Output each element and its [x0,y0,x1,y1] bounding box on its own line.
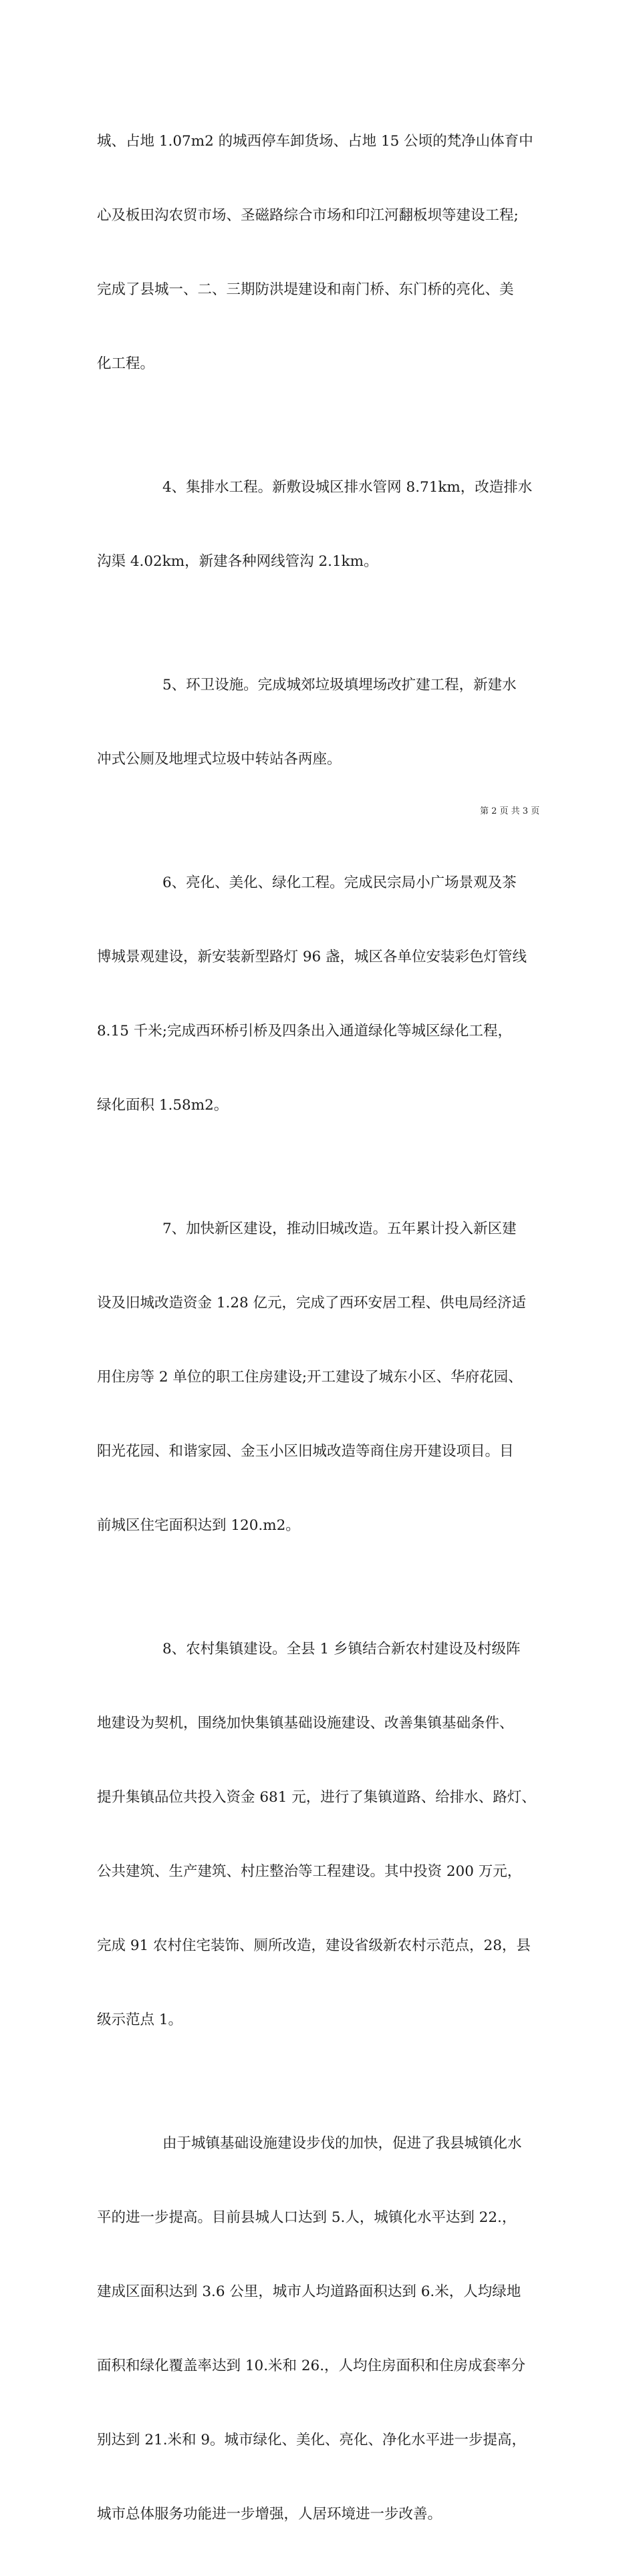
page-number-footer: 第 2 页 共 3 页 [480,806,540,816]
text-line: 公共建筑、生产建筑、村庄整治等工程建设。其中投资 200 万元， [97,1863,522,1880]
text-line: 沟渠 4.02km，新建各种网线管沟 2.1km。 [97,553,378,570]
text-line: 提升集镇品位共投入资金 681 元，进行了集镇道路、给排水、路灯、 [97,1789,536,1806]
paragraph-item-4 [97,426,551,623]
text-line: 博城景观建设，新安装新型路灯 96 盏，城区各单位安装彩色灯管线 [97,949,527,965]
text-line: 4、集排水工程。新敷设城区排水管网 8.71km，改造排水 [162,479,533,496]
text-line: 8、农村集镇建设。全县 1 乡镇结合新农村建设及村级阵 [162,1641,521,1657]
text-line: 建成区面积达到 3.6 公里，城市人均道路面积达到 6.米，人均绿地 [97,2283,521,2300]
text-line: 8.15 千米;完成西环桥引桥及四条出入通道绿化等城区绿化工程， [97,1023,512,1039]
paragraph-continuation [97,79,551,426]
text-line: 别达到 21.米和 9。城市绿化、美化、亮化、净化水平进一步提高， [97,2432,527,2448]
text-line: 前城区住宅面积达到 120.m2。 [97,1517,300,1534]
text-line: 阳光花园、和谐家园、金玉小区旧城改造等商住房开建设项目。目 [97,1443,514,1460]
text-line: 用住房等 2 单位的职工住房建设;开工建设了城东小区、华府花园、 [97,1369,523,1386]
paragraph-summary [97,2082,551,2576]
text-line: 城、占地 1.07m2 的城西停车卸货场、占地 15 公顷的梵净山体育中 [97,133,533,150]
text-line: 心及板田沟农贸市场、圣磁路综合市场和印江河翻板坝等建设工程; [97,207,519,224]
paragraph-item-5 [97,623,551,821]
text-line: 级示范点 1。 [97,2011,183,2028]
text-line: 7、加快新区建设，推动旧城改造。五年累计投入新区建 [162,1221,517,1237]
text-line: 设及旧城改造资金 1.28 亿元，完成了西环安居工程、供电局经济适 [97,1295,527,1311]
paragraph-item-8 [97,1587,551,2082]
text-line: 城市总体服务功能进一步增强，人居环境进一步改善。 [97,2506,442,2523]
text-line: 地建设为契机，围绕加快集镇基础设施建设、改善集镇基础条件、 [97,1715,514,1732]
text-line: 平的进一步提高。目前县城人口达到 5.人，城镇化水平达到 22.， [97,2209,517,2226]
text-line: 6、亮化、美化、绿化工程。完成民宗局小广场景观及茶 [162,874,517,891]
document-body [97,79,551,2576]
paragraph-item-7 [97,1167,551,1587]
text-line: 面积和绿化覆盖率达到 10.米和 26.，人均住房面积和住房成套率分 [97,2358,526,2374]
text-line: 完成 91 农村住宅装饰、厕所改造，建设省级新农村示范点，28，县 [97,1937,531,1954]
text-line: 冲式公厕及地埋式垃圾中转站各两座。 [97,751,342,768]
text-line: 绿化面积 1.58m2。 [97,1097,229,1114]
paragraph-item-6 [97,821,551,1167]
text-line: 由于城镇基础设施建设步伐的加快，促进了我县城镇化水 [162,2135,522,2152]
text-line: 化工程。 [97,355,155,372]
text-line: 完成了县城一、二、三期防洪堤建设和南门桥、东门桥的亮化、美 [97,281,514,298]
text-line: 5、环卫设施。完成城郊垃圾填埋场改扩建工程，新建水 [162,677,517,693]
